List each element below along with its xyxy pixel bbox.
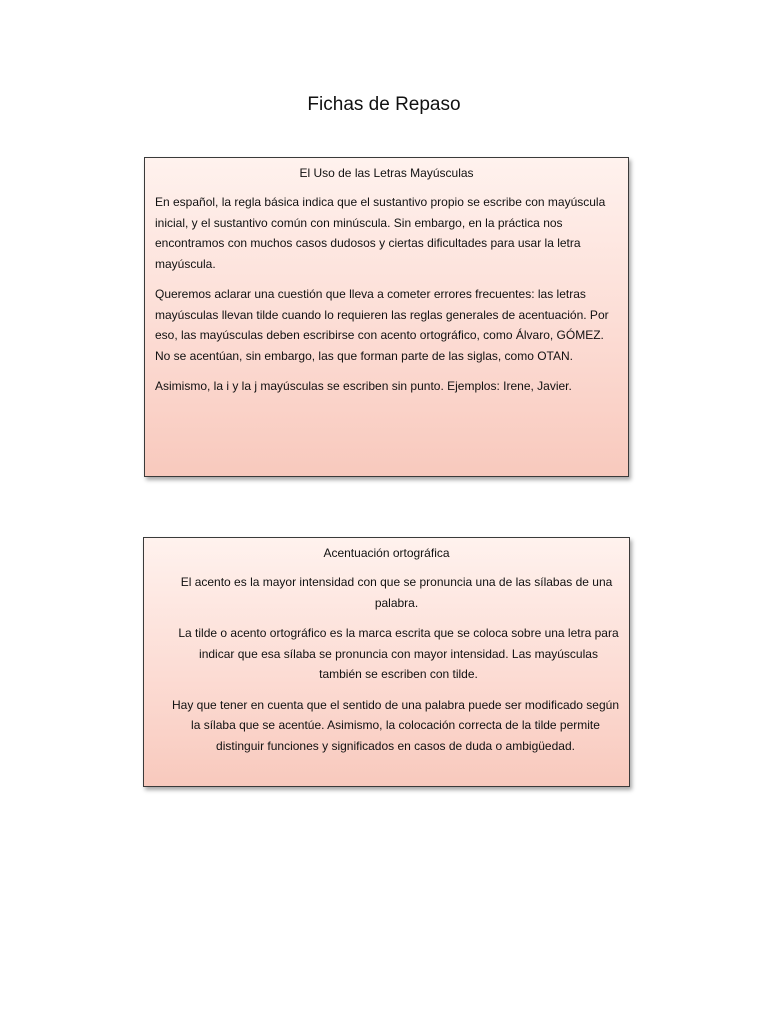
card-paragraph: Asimismo, la i y la j mayúsculas se escriben sin punto. Ejemplos: Irene, Javier. bbox=[155, 379, 572, 393]
card-paragraph: Queremos aclarar una cuestión que lleva a cometer errores frecuentes: las letras mayúsculas llevan tilde cuando lo requieren las reglas generales de acentuación. Por eso, las mayúsculas deben escribirse con acento ortográfico, como Álvaro, GÓMEZ. No se acentúan, sin embargo, las que forman parte de las siglas, como OTAN. bbox=[155, 287, 609, 363]
review-card-capital-letters bbox=[144, 157, 629, 477]
page-title: Fichas de Repaso bbox=[307, 94, 461, 115]
card-paragraph: El acento es la mayor intensidad con que se pronuncia una de las sílabas de una palabra. bbox=[180, 575, 613, 610]
card-paragraph: Hay que tener en cuenta que el sentido de una palabra puede ser modificado según la sílaba que se acentúe. Asimismo, la colocación correcta de la tilde permite distinguir funciones y significados en casos de duda o ambigüedad. bbox=[172, 697, 619, 753]
card-paragraph: La tilde o acento ortográfico es la marca escrita que se coloca sobre una letra para indicar que esa sílaba se pronuncia con mayor intensidad. Las mayúsculas también se escriben con tilde. bbox=[178, 626, 619, 681]
card-paragraph: En español, la regla básica indica que el sustantivo propio se escribe con mayúscula inicial, y el sustantivo común con minúscula. Sin embargo, en la práctica nos encontramos con muchos casos dudosos y ciertas dificultades para usar la letra mayúscula. bbox=[155, 195, 606, 271]
review-card-accentuation bbox=[143, 537, 630, 787]
card-title: El Uso de las Letras Mayúsculas bbox=[299, 166, 474, 180]
card-title: Acentuación ortográfica bbox=[323, 546, 450, 560]
